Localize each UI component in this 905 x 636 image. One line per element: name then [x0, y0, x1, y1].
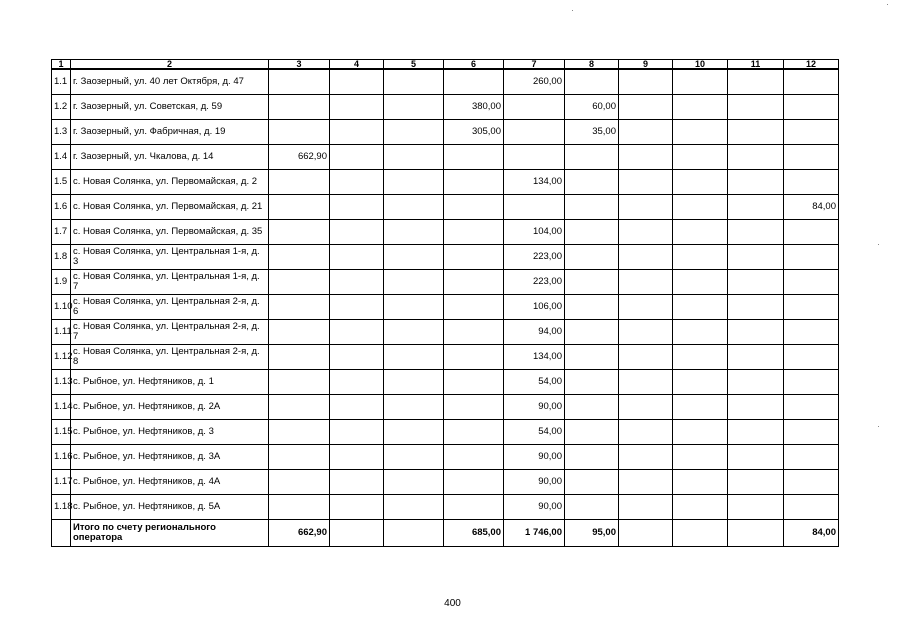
value-cell: [565, 295, 619, 320]
address-cell: с. Новая Солянка, ул. Центральная 1-я, д. 7: [71, 270, 269, 295]
value-cell: [728, 69, 784, 95]
value-cell: [784, 295, 839, 320]
value-cell: 60,00: [565, 95, 619, 120]
column-header: 11: [728, 60, 784, 70]
value-cell: [673, 195, 728, 220]
column-header: 4: [330, 60, 384, 70]
value-cell: [565, 420, 619, 445]
value-cell: [330, 220, 384, 245]
address-cell: с. Рыбное, ул. Нефтяников, д. 1: [71, 370, 269, 395]
value-cell: [565, 170, 619, 195]
value-cell: [784, 245, 839, 270]
address-cell: г. Заозерный, ул. Фабричная, д. 19: [71, 120, 269, 145]
address-cell: с. Рыбное, ул. Нефтяников, д. 4А: [71, 470, 269, 495]
table-row: [52, 445, 839, 470]
value-cell: [269, 445, 330, 470]
value-cell: [269, 270, 330, 295]
value-cell: [384, 120, 444, 145]
value-cell: [269, 395, 330, 420]
value-cell: [565, 195, 619, 220]
value-cell: [728, 470, 784, 495]
value-cell: [673, 170, 728, 195]
value-cell: 223,00: [504, 245, 565, 270]
row-index: 1.10: [52, 295, 71, 320]
value-cell: 90,00: [504, 445, 565, 470]
value-cell: [784, 445, 839, 470]
value-cell: 260,00: [504, 69, 565, 95]
value-cell: [619, 270, 673, 295]
row-index: 1.17: [52, 470, 71, 495]
value-cell: [784, 69, 839, 95]
value-cell: [619, 95, 673, 120]
total-row: [52, 520, 839, 547]
value-cell: [673, 295, 728, 320]
address-cell: с. Рыбное, ул. Нефтяников, д. 3А: [71, 445, 269, 470]
value-cell: [619, 495, 673, 520]
total-value-cell: 662,90: [269, 520, 330, 547]
address-cell: с. Рыбное, ул. Нефтяников, д. 5А: [71, 495, 269, 520]
value-cell: [565, 395, 619, 420]
value-cell: [444, 295, 504, 320]
address-cell: с. Новая Солянка, ул. Первомайская, д. 21: [71, 195, 269, 220]
scan-speck: [572, 10, 573, 11]
value-cell: [444, 420, 504, 445]
table-row: [52, 320, 839, 345]
value-cell: [673, 95, 728, 120]
address-cell: с. Новая Солянка, ул. Центральная 1-я, д. 3: [71, 245, 269, 270]
value-cell: [444, 69, 504, 95]
value-cell: [784, 495, 839, 520]
table-row: [52, 245, 839, 270]
value-cell: [728, 320, 784, 345]
value-cell: [728, 170, 784, 195]
row-index: 1.4: [52, 145, 71, 170]
value-cell: [784, 170, 839, 195]
value-cell: [444, 195, 504, 220]
value-cell: [384, 470, 444, 495]
table-row: [52, 270, 839, 295]
total-value-cell: 95,00: [565, 520, 619, 547]
value-cell: [444, 170, 504, 195]
table-row: [52, 195, 839, 220]
value-cell: [619, 69, 673, 95]
total-value-cell: [673, 520, 728, 547]
value-cell: [269, 245, 330, 270]
value-cell: [565, 220, 619, 245]
table-row: [52, 95, 839, 120]
table-row: [52, 395, 839, 420]
value-cell: [504, 145, 565, 170]
table-row: [52, 370, 839, 395]
value-cell: [619, 320, 673, 345]
value-cell: 223,00: [504, 270, 565, 295]
value-cell: [619, 220, 673, 245]
table-row: [52, 345, 839, 370]
value-cell: [330, 120, 384, 145]
value-cell: [504, 120, 565, 145]
table-row: [52, 120, 839, 145]
value-cell: [565, 470, 619, 495]
value-cell: [565, 69, 619, 95]
value-cell: [784, 420, 839, 445]
value-cell: [565, 245, 619, 270]
total-value-cell: [384, 520, 444, 547]
value-cell: [384, 145, 444, 170]
row-index: 1.2: [52, 95, 71, 120]
value-cell: [728, 495, 784, 520]
table-body: [52, 60, 839, 547]
row-index: 1.16: [52, 445, 71, 470]
value-cell: [330, 495, 384, 520]
value-cell: 54,00: [504, 370, 565, 395]
row-index: 1.11: [52, 320, 71, 345]
value-cell: [330, 95, 384, 120]
value-cell: [728, 445, 784, 470]
value-cell: [619, 145, 673, 170]
value-cell: [784, 370, 839, 395]
value-cell: [673, 345, 728, 370]
value-cell: [384, 370, 444, 395]
table-row: [52, 170, 839, 195]
value-cell: [728, 420, 784, 445]
value-cell: 35,00: [565, 120, 619, 145]
value-cell: [619, 345, 673, 370]
table-row: [52, 220, 839, 245]
value-cell: [269, 420, 330, 445]
value-cell: [330, 395, 384, 420]
value-cell: [728, 370, 784, 395]
scan-speck: [887, 4, 888, 5]
row-index: 1.15: [52, 420, 71, 445]
value-cell: [330, 345, 384, 370]
value-cell: [784, 270, 839, 295]
scan-speck: [878, 426, 879, 427]
value-cell: [728, 195, 784, 220]
value-cell: 94,00: [504, 320, 565, 345]
value-cell: [728, 245, 784, 270]
value-cell: [673, 445, 728, 470]
value-cell: [619, 395, 673, 420]
row-index: 1.13: [52, 370, 71, 395]
value-cell: [384, 345, 444, 370]
address-cell: с. Новая Солянка, ул. Первомайская, д. 2: [71, 170, 269, 195]
column-header: 8: [565, 60, 619, 70]
value-cell: 54,00: [504, 420, 565, 445]
value-cell: 134,00: [504, 345, 565, 370]
value-cell: [384, 395, 444, 420]
value-cell: [269, 295, 330, 320]
value-cell: [728, 95, 784, 120]
value-cell: [330, 470, 384, 495]
column-header: 5: [384, 60, 444, 70]
address-cell: г. Заозерный, ул. 40 лет Октября, д. 47: [71, 69, 269, 95]
value-cell: 662,90: [269, 145, 330, 170]
value-cell: [565, 445, 619, 470]
value-cell: [619, 370, 673, 395]
column-header: 12: [784, 60, 839, 70]
value-cell: [330, 145, 384, 170]
value-cell: 90,00: [504, 470, 565, 495]
value-cell: [330, 445, 384, 470]
value-cell: [269, 320, 330, 345]
table-row: [52, 420, 839, 445]
value-cell: [384, 270, 444, 295]
value-cell: [673, 145, 728, 170]
value-cell: [444, 320, 504, 345]
value-cell: [673, 320, 728, 345]
value-cell: [384, 245, 444, 270]
value-cell: [673, 245, 728, 270]
value-cell: [565, 345, 619, 370]
value-cell: [269, 120, 330, 145]
value-cell: [784, 120, 839, 145]
value-cell: [444, 245, 504, 270]
column-header: 9: [619, 60, 673, 70]
value-cell: [784, 145, 839, 170]
value-cell: [565, 270, 619, 295]
value-cell: 305,00: [444, 120, 504, 145]
value-cell: 380,00: [444, 95, 504, 120]
row-index: 1.12: [52, 345, 71, 370]
value-cell: [269, 195, 330, 220]
value-cell: [384, 420, 444, 445]
value-cell: [269, 370, 330, 395]
value-cell: [330, 170, 384, 195]
value-cell: 90,00: [504, 495, 565, 520]
value-cell: [330, 195, 384, 220]
address-cell: с. Рыбное, ул. Нефтяников, д. 2А: [71, 395, 269, 420]
column-header: 3: [269, 60, 330, 70]
value-cell: [384, 320, 444, 345]
row-index: 1.7: [52, 220, 71, 245]
value-cell: [728, 145, 784, 170]
value-cell: [565, 145, 619, 170]
address-cell: с. Новая Солянка, ул. Центральная 2-я, д. 8: [71, 345, 269, 370]
value-cell: [269, 69, 330, 95]
value-cell: [728, 395, 784, 420]
total-value-cell: [619, 520, 673, 547]
value-cell: [565, 320, 619, 345]
column-header: 1: [52, 60, 71, 70]
row-index: 1.5: [52, 170, 71, 195]
value-cell: [565, 495, 619, 520]
value-cell: [728, 345, 784, 370]
value-cell: [673, 270, 728, 295]
value-cell: [269, 470, 330, 495]
value-cell: [619, 445, 673, 470]
value-cell: [330, 69, 384, 95]
value-cell: [619, 245, 673, 270]
value-cell: [444, 470, 504, 495]
value-cell: [330, 370, 384, 395]
value-cell: 106,00: [504, 295, 565, 320]
value-cell: [444, 270, 504, 295]
value-cell: [384, 220, 444, 245]
total-value-cell: 1 746,00: [504, 520, 565, 547]
value-cell: [784, 345, 839, 370]
value-cell: [673, 495, 728, 520]
value-cell: [784, 220, 839, 245]
value-cell: 84,00: [784, 195, 839, 220]
address-cell: с. Новая Солянка, ул. Центральная 2-я, д. 6: [71, 295, 269, 320]
table-header-row: [52, 60, 839, 70]
value-cell: [384, 295, 444, 320]
table-row: [52, 69, 839, 95]
address-cell: с. Новая Солянка, ул. Первомайская, д. 35: [71, 220, 269, 245]
value-cell: [619, 195, 673, 220]
row-index: 1.9: [52, 270, 71, 295]
total-value-cell: [330, 520, 384, 547]
value-cell: 90,00: [504, 395, 565, 420]
value-cell: [728, 220, 784, 245]
value-cell: [673, 69, 728, 95]
row-index: 1.6: [52, 195, 71, 220]
row-index: 1.3: [52, 120, 71, 145]
table-row: [52, 470, 839, 495]
total-label: Итого по счету регионального оператора: [71, 520, 269, 547]
value-cell: [784, 470, 839, 495]
value-cell: [384, 95, 444, 120]
value-cell: [728, 120, 784, 145]
row-index: 1.18: [52, 495, 71, 520]
value-cell: [619, 120, 673, 145]
value-cell: [330, 245, 384, 270]
value-cell: [330, 420, 384, 445]
value-cell: [673, 395, 728, 420]
row-index: 1.1: [52, 69, 71, 95]
value-cell: [619, 470, 673, 495]
total-value-cell: [728, 520, 784, 547]
value-cell: [444, 370, 504, 395]
value-cell: [673, 120, 728, 145]
column-header: 2: [71, 60, 269, 70]
address-cell: с. Рыбное, ул. Нефтяников, д. 3: [71, 420, 269, 445]
value-cell: [384, 195, 444, 220]
value-cell: [728, 270, 784, 295]
address-cell: г. Заозерный, ул. Советская, д. 59: [71, 95, 269, 120]
value-cell: [784, 320, 839, 345]
value-cell: [384, 445, 444, 470]
value-cell: [384, 495, 444, 520]
row-index: 1.14: [52, 395, 71, 420]
value-cell: [504, 195, 565, 220]
value-cell: [673, 420, 728, 445]
column-header: 6: [444, 60, 504, 70]
scan-speck: [878, 244, 879, 245]
value-cell: [728, 295, 784, 320]
address-cell: с. Новая Солянка, ул. Центральная 2-я, д. 7: [71, 320, 269, 345]
total-value-cell: 685,00: [444, 520, 504, 547]
value-cell: [444, 395, 504, 420]
value-cell: [269, 170, 330, 195]
value-cell: [444, 495, 504, 520]
value-cell: 134,00: [504, 170, 565, 195]
table-row: [52, 145, 839, 170]
page-number: 400: [444, 598, 461, 609]
data-table: [51, 59, 839, 547]
row-index: 1.8: [52, 245, 71, 270]
value-cell: [384, 170, 444, 195]
value-cell: [269, 95, 330, 120]
value-cell: 104,00: [504, 220, 565, 245]
column-header: 7: [504, 60, 565, 70]
value-cell: [619, 170, 673, 195]
total-value-cell: 84,00: [784, 520, 839, 547]
value-cell: [565, 370, 619, 395]
value-cell: [330, 295, 384, 320]
address-cell: г. Заозерный, ул. Чкалова, д. 14: [71, 145, 269, 170]
value-cell: [269, 345, 330, 370]
column-header: 10: [673, 60, 728, 70]
total-empty-cell: [52, 520, 71, 547]
value-cell: [330, 320, 384, 345]
value-cell: [673, 470, 728, 495]
value-cell: [444, 145, 504, 170]
value-cell: [784, 95, 839, 120]
value-cell: [384, 69, 444, 95]
value-cell: [330, 270, 384, 295]
value-cell: [444, 345, 504, 370]
value-cell: [444, 445, 504, 470]
value-cell: [504, 95, 565, 120]
table-row: [52, 495, 839, 520]
value-cell: [619, 420, 673, 445]
value-cell: [269, 220, 330, 245]
value-cell: [673, 220, 728, 245]
value-cell: [784, 395, 839, 420]
table-row: [52, 295, 839, 320]
value-cell: [269, 495, 330, 520]
value-cell: [444, 220, 504, 245]
value-cell: [619, 295, 673, 320]
value-cell: [673, 370, 728, 395]
